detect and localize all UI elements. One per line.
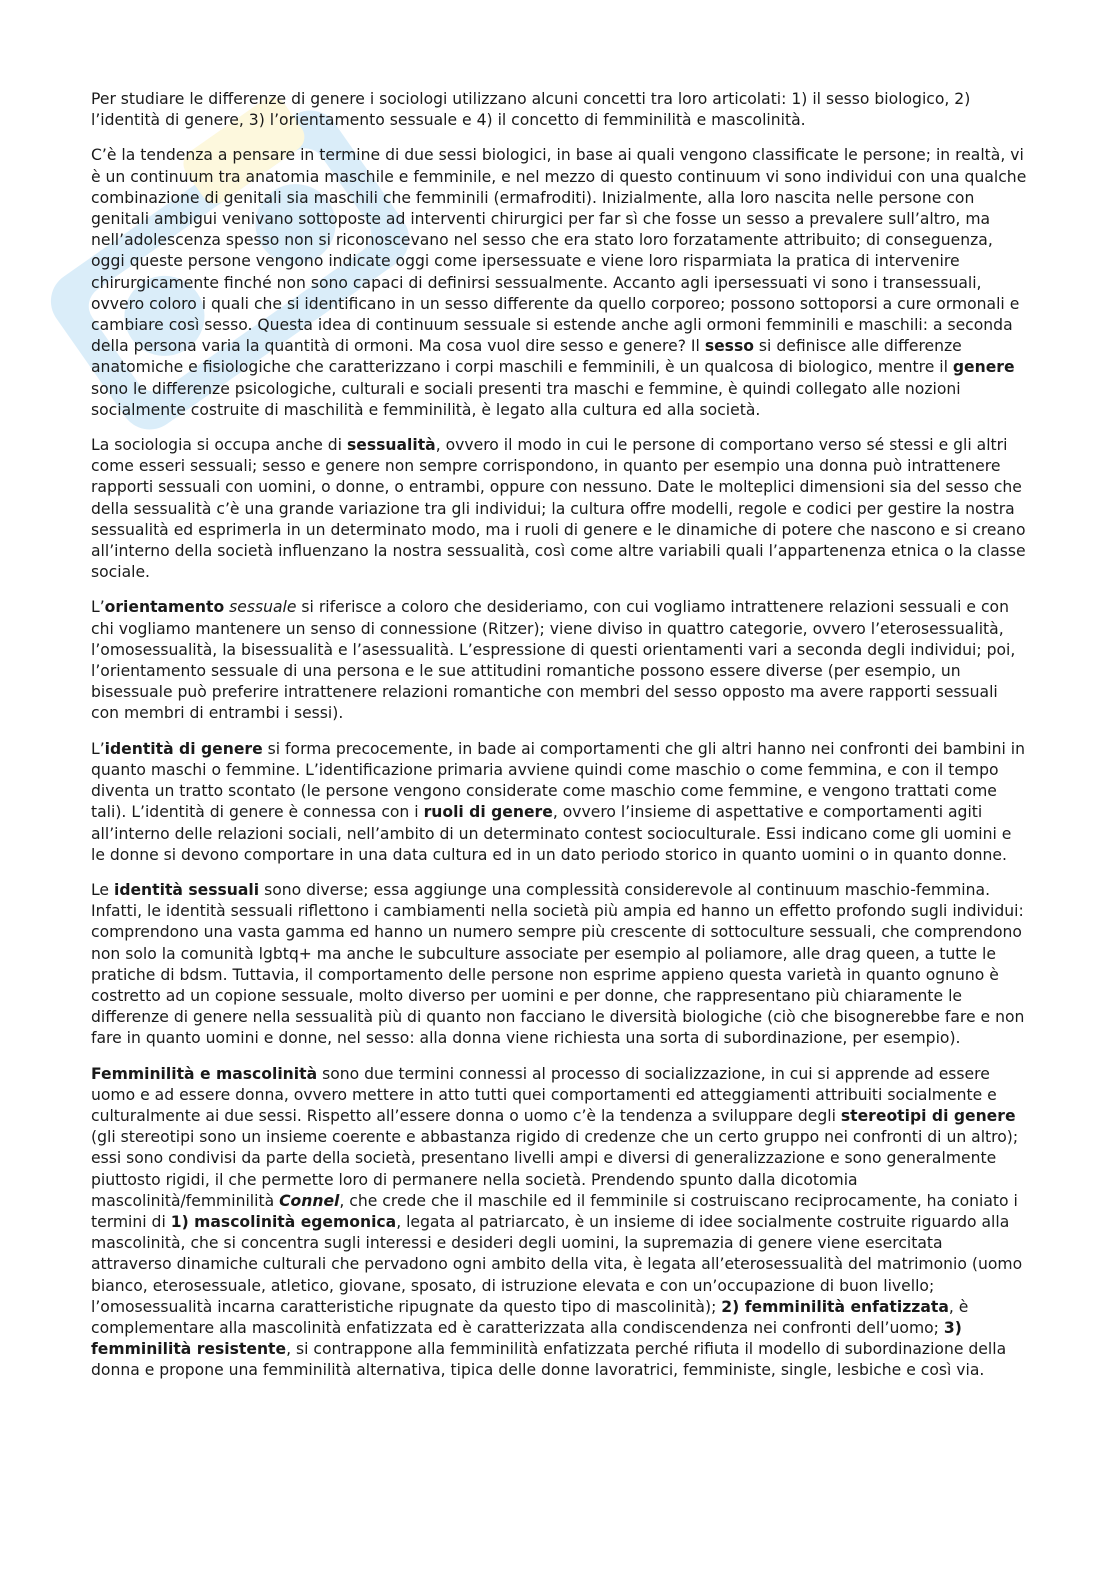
term-stereotipi-di-genere: stereotipi di genere <box>840 1106 1016 1125</box>
paragraph-sex-gender: C’è la tendenza a pensare in termine di due sessi biologici, in base ai quali vengono classificate le persone; in realtà, vi è un continuum tra anatomia maschile e femminile, e nel mezzo di questo continuum vi sono individui con una qualche combinazione di genitali sia maschili che femminili (ermafroditi). Inizialmente, alla loro nascita nelle persone con genitali ambigui venivano sottoposte ad interventi chirurgici per far sì che fosse un sesso a prevalere sull’altro, ma nell’adolescenza spesso non si riconoscevano nel sesso che era stato loro forzatamente attribuito; di conseguenza, oggi queste persone vengono indicate oggi come ipersessuate e viene loro risparmiata la pratica di intervenire chirurgicamente finché non sono capaci di definirsi sessualmente. Accanto agli ipersessuati vi sono i transessuali, ovvero coloro i quali che si identificano in un sesso differente da quello corporeo; possono sottoporsi a cure ormonali e cambiare così sesso. Questa idea di continuum sessuale si estende anche agli ormoni femminili e maschili: a seconda della persona varia la quantità di ormoni. Ma cosa vuol dire sesso e genere? Il sesso si definisce alle differenze anatomiche e fisiologiche che caratterizzano i corpi maschili e femminili, è un qualcosa di biologico, mentre il genere sono le differenze psicologiche, culturali e sociali presenti tra maschi e femmine, è quindi collegato alle nozioni socialmente costruite di maschilità e femminilità, è legato alla cultura ed alla società. <box>91 146 1027 419</box>
term-connel: Connel <box>279 1191 340 1210</box>
term-sessualita: sessualità <box>346 436 436 455</box>
term-sesso: sesso <box>704 337 754 356</box>
paragraph-femininity-masculinity: Femminilità e mascolinità sono due termini connessi al processo di socializzazione, in cui si apprende ad essere uomo e ad essere donna, ovvero mettere in atto tutti quei comportamenti ed atteggiamenti attribuiti socialmente e culturalmente ai due sessi. Rispetto all’essere donna o uomo c’è la tendenza a sviluppare degli stereotipi di genere (gli stereotipi sono un insieme coerente e abbastanza rigido di credenze che un certo gruppo nei confronti di un altro); essi sono condivisi da parte della società, presentano livelli ampi e diversi di generalizzazione e sono generalmente piuttosto rigidi, il che permette loro di permanere nella società. Prendendo spunto dalla dicotomia mascolinità/femminilità Connel, che crede che il maschile ed il femminile si costruiscano reciprocamente, ha coniato i termini di 1) mascolinità egemonica, legata al patriarcato, è un insieme di idee socialmente costruite riguardo alla mascolinità, che si concentra sugli interessi e desideri degli uomini, la supremazia di genere viene esercitata attraverso dinamiche culturali che pervadono ogni ambito della vita, è legata all’eterosessualità del matrimonio (uomo bianco, eterosessuale, atletico, giovane, sposato, di istruzione elevata e con un’occupazione di buon livello; l’omosessualità incarna caratteristiche ripugnate da questo tipo di mascolinità); 2) femminilità enfatizzata, è complementare alla mascolinità enfatizzata ed è caratterizzata alla condiscendenza nei confronti dell’uomo; 3) femminilità resistente, si contrappone alla femminilità enfatizzata perché rifiuta il modello di subordinazione della donna e propone una femminilità alternativa, tipica delle donne lavoratrici, femministe, single, lesbiche e così via. <box>91 1064 1023 1380</box>
term-identita-sessuali: identità sessuali <box>113 880 260 899</box>
term-identita-di-genere: identità di genere <box>104 739 263 758</box>
paragraph-sexuality: La sociologia si occupa anche di sessualità, ovvero il modo in cui le persone di comportano verso sé stessi e gli altri come esseri sessuali; sesso e genere non sempre corrispondono, in quanto per esempio una donna può intrattenere rapporti sessuali con uomini, o donne, o entrambi, oppure con nessuno. Date le molteplici dimensioni sia del sesso che della sessualità c’è una grande variazione tra gli individui; la cultura offre modelli, regole e codici per gestire la nostra sessualità ed esprimerla in un determinato modo, ma i ruoli di genere e le dinamiche di potere che nascono e si creano all’interno della società influenzano la nostra sessualità, così come altre variabili quali l’appartenenza etnica o la classe sociale. <box>91 436 1026 582</box>
term-sessuale: sessuale <box>229 598 297 617</box>
term-femminilita-enfatizzata: 2) femminilità enfatizzata <box>721 1297 949 1316</box>
term-femminilita-resistente: 3) femminilità resistente <box>91 1318 962 1359</box>
document-page <box>91 89 1027 1396</box>
paragraph-sexual-identities: Le identità sessuali sono diverse; essa aggiunge una complessità considerevole al continuum maschio-femmina. Infatti, le identità sessuali riflettono i cambiamenti nella società più ampia ed hanno un effetto profondo sugli individui: comprendono una vasta gamma ed hanno un numero sempre più crescente di sottoculture sessuali, che comprendono non solo la comunità lgbtq+ ma anche le subculture associate per esempio al poliamore, alle drag queen, a tutte le pratiche di bdsm. Tuttavia, il comportamento delle persone non esprime appieno questa varietà in quanto ognuno è costretto ad un copione sessuale, molto diverso per uomini e per donne, che rappresentano più chiaramente le differenze di genere nella sessualità più di quanto non facciano le diversità biologiche (ciò che bisognerebbe fare e non fare in quanto uomini e donne, nel sesso: alla donna viene richiesta una sorta di subordinazione, per esempio). <box>91 880 1025 1048</box>
term-femminilita-mascolinita: Femminilità e mascolinità <box>91 1064 318 1083</box>
term-genere: genere <box>952 358 1015 377</box>
paragraph-orientation: L’orientamento sessuale si riferisce a coloro che desideriamo, con cui vogliamo intrattenere relazioni sessuali e con chi vogliamo mantenere un senso di connessione (Ritzer); viene diviso in quattro categorie, ovvero l’eterosessualità, l’omosessualità, la bisessualità e l’asessualità. L’espressione di questi orientamenti vari a seconda degli individui; poi, l’orientamento sessuale di una persona e le sue attitudini romantiche possono essere diverse (per esempio, un bisessuale può preferire intrattenere relazioni romantiche con membri del sesso opposto ma avere rapporti sessuali con membri di entrambi i sessi). <box>91 598 1016 723</box>
paragraph-intro: Per studiare le differenze di genere i sociologi utilizzano alcuni concetti tra loro articolati: 1) il sesso biologico, 2) l’identità di genere, 3) l’orientamento sessuale e 4) il concetto di femminilità e mascolinità. <box>91 90 971 130</box>
term-mascolinita-egemonica: 1) mascolinità egemonica <box>170 1212 397 1231</box>
paragraph-gender-identity: L’identità di genere si forma precocemente, in bade ai comportamenti che gli altri hanno nei confronti dei bambini in quanto maschi o femmine. L’identificazione primaria avviene quindi come maschio o come femmina, e con il tempo diventa un tratto scontato (le persone vengono considerate come maschio come femmine, e vengono trattati come tali). L’identità di genere è connessa con i ruoli di genere, ovvero l’insieme di aspettative e comportamenti agiti all’interno delle relazioni sociali, nell’ambito di un determinato contest socioculturale. Essi indicano come gli uomini e le donne si devono comportare in una data cultura ed in un dato periodo storico in quanto uomini o in quanto donne. <box>91 739 1025 864</box>
term-orientamento: orientamento <box>104 598 225 617</box>
term-ruoli-di-genere: ruoli di genere <box>423 803 553 822</box>
